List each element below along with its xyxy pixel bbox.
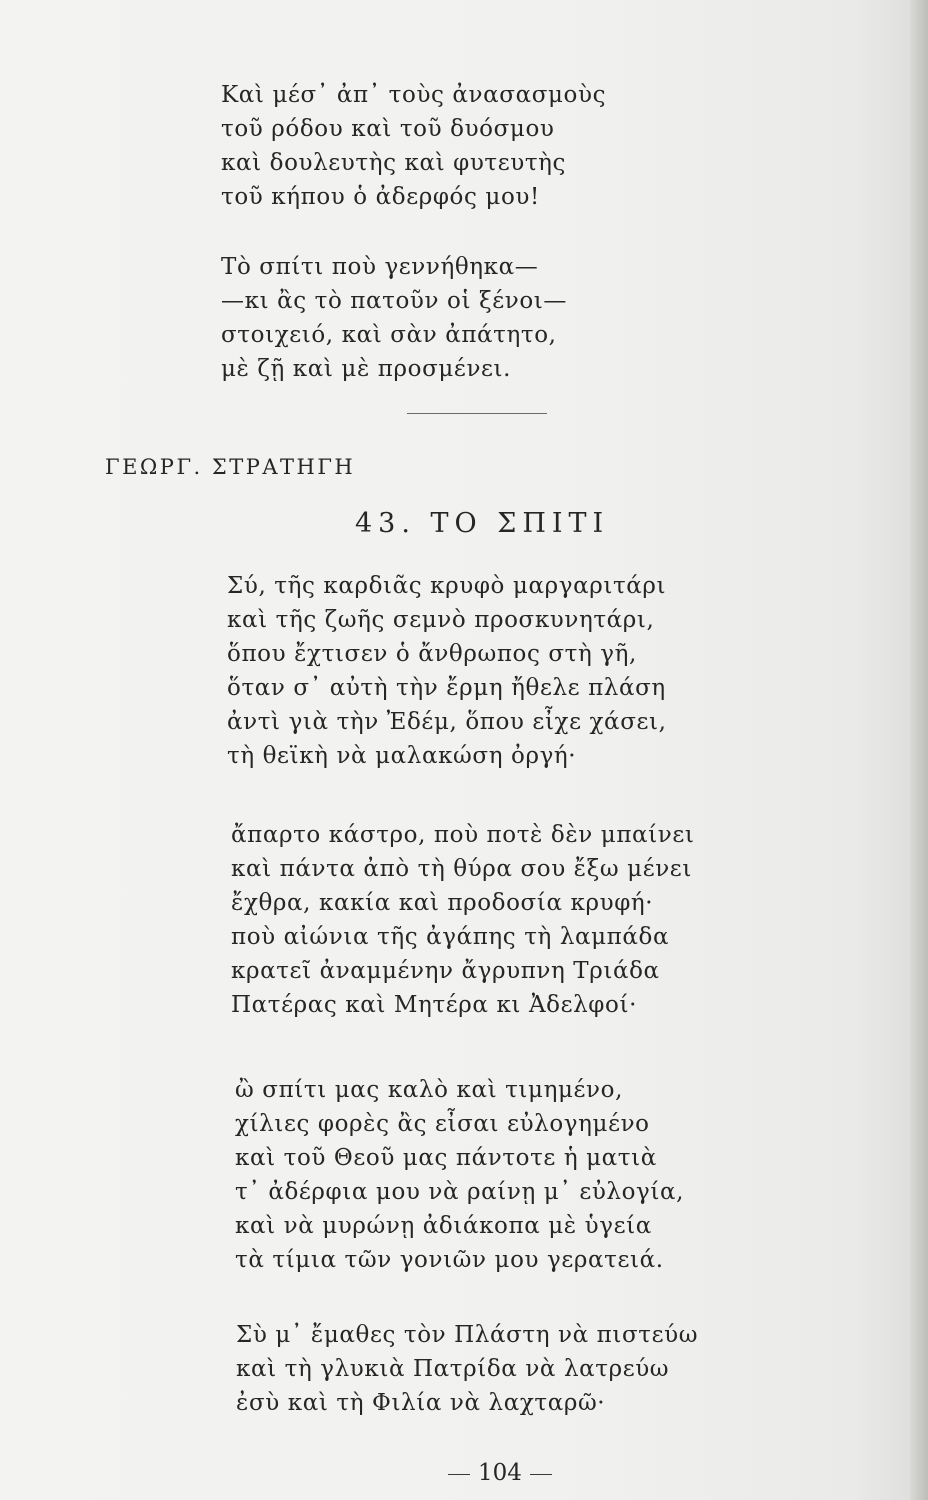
verse-line: Σὺ μ᾿ ἔμαθες τὸν Πλάστη νὰ πιστεύω — [236, 1322, 699, 1348]
page-binding-edge — [910, 0, 928, 1500]
poem-stanza-4 — [236, 1318, 698, 1420]
section-separator — [407, 413, 547, 414]
verse-line: ὢ σπίτι μας καλὸ καὶ τιμημένο, — [235, 1077, 623, 1103]
verse-line: καὶ τὴ γλυκιὰ Πατρίδα νὰ λατρεύω — [236, 1356, 670, 1382]
verse-line: καὶ τῆς ζωῆς σεμνὸ προσκυνητάρι, — [227, 607, 655, 633]
page-number — [440, 1460, 560, 1486]
verse-line: τοῦ ρόδου καὶ τοῦ δυόσμου — [221, 116, 555, 142]
poem-stanza-1 — [227, 569, 667, 773]
poem-stanza-2 — [231, 818, 695, 1022]
verse-line: Πατέρας καὶ Μητέρα κι Ἀδελφοί· — [231, 992, 637, 1018]
verse-line: ἐσὺ καὶ τὴ Φιλία νὰ λαχταρῶ· — [236, 1390, 606, 1416]
verse-line: ἀντὶ γιὰ τὴν Ἐδέμ, ὅπου εἶχε χάσει, — [227, 709, 667, 735]
verse-line: ὅταν σ᾿ αὐτὴ τὴν ἔρμη ἤθελε πλάση — [227, 675, 666, 701]
verse-line: ποὺ αἰώνια τῆς ἀγάπης τὴ λαμπάδα — [231, 924, 670, 950]
poem-title: 43. ΤΟ ΣΠΙΤΙ — [355, 508, 610, 539]
verse-line: ἔχθρα, κακία καὶ προδοσία κρυφή· — [231, 890, 654, 916]
verse-line: —κι ἂς τὸ πατοῦν οἱ ξένοι— — [221, 288, 568, 314]
verse-line: τοῦ κήπου ὁ ἀδερφός μου! — [221, 184, 540, 210]
verse-line: χίλιες φορὲς ἂς εἶσαι εὐλογημένο — [235, 1111, 650, 1137]
page-number-right-dash — [530, 1474, 552, 1475]
verse-line: στοιχειό, καὶ σὰν ἀπάτητο, — [221, 322, 557, 348]
verse-line: καὶ τοῦ Θεοῦ μας πάντοτε ἡ ματιὰ — [235, 1145, 657, 1171]
poem-author: ΓΕΩΡΓ. ΣΤΡΑΤΗΓΗ — [105, 455, 356, 479]
verse-line: τὰ τίμια τῶν γονιῶν μου γερατειά. — [235, 1247, 664, 1273]
verse-line: τ᾿ ἀδέρφια μου νὰ ραίνῃ μ᾿ εὐλογία, — [235, 1179, 685, 1205]
verse-line: Καὶ μέσ᾿ ἀπ᾿ τοὺς ἀνασασμοὺς — [221, 82, 607, 108]
verse-line: Σύ, τῆς καρδιᾶς κρυφὸ μαργαριτάρι — [227, 573, 667, 599]
previous-poem-stanza-1 — [221, 78, 606, 214]
page-number-value: 104 — [478, 1460, 522, 1486]
previous-poem-stanza-2 — [221, 250, 567, 386]
poem-stanza-3 — [235, 1073, 684, 1277]
verse-line: καὶ νὰ μυρώνῃ ἀδιάκοπα μὲ ὑγεία — [235, 1213, 652, 1239]
page-number-left-dash — [448, 1474, 470, 1475]
verse-line: μὲ ζῇ καὶ μὲ προσμένει. — [221, 356, 512, 382]
verse-line: καὶ πάντα ἀπὸ τὴ θύρα σου ἔξω μένει — [231, 856, 692, 882]
verse-line: κρατεῖ ἀναμμένην ἄγρυπνη Τριάδα — [231, 958, 660, 984]
verse-line: Τὸ σπίτι ποὺ γεννήθηκα— — [221, 254, 539, 280]
verse-line: καὶ δουλευτὴς καὶ φυτευτὴς — [221, 150, 567, 176]
verse-line: ἄπαρτο κάστρο, ποὺ ποτὲ δὲν μπαίνει — [231, 822, 695, 848]
verse-line: τὴ θεϊκὴ νὰ μαλακώση ὀργή· — [227, 743, 577, 769]
verse-line: ὅπου ἔχτισεν ὁ ἄνθρωπος στὴ γῆ, — [227, 641, 637, 667]
